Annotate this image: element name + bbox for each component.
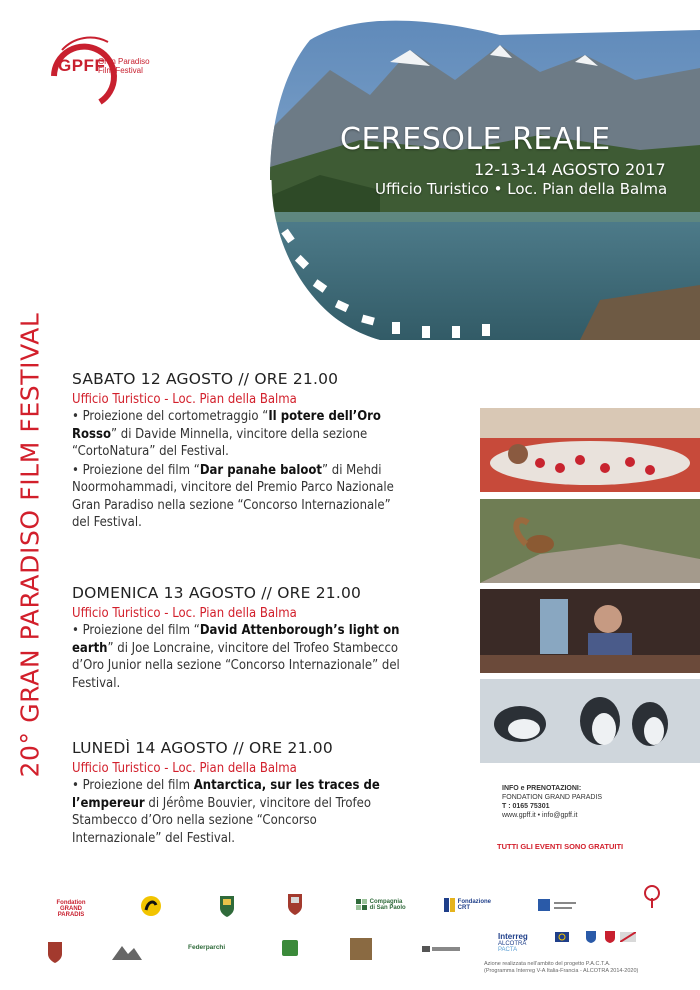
fondazione-crt-logo: Fondazione CRT: [444, 898, 491, 912]
tree-logo: [640, 884, 664, 912]
film-still-light: [480, 589, 700, 673]
region-flag-icon: [620, 932, 636, 944]
film-still-squirrel: [480, 499, 700, 583]
crest-logo: [604, 930, 616, 946]
info-phone: T : 0165 75301: [502, 803, 550, 810]
info-box: [502, 784, 692, 820]
hero-location: Ufficio Turistico • Loc. Pian della Balma: [375, 180, 668, 198]
event-location: Ufficio Turistico - Loc. Pian della Balma: [72, 606, 297, 621]
event-heading: SABATO 12 AGOSTO // ORE 21.00: [72, 370, 339, 388]
gpff-logo: [48, 36, 158, 116]
federparchi-logo: Federparchi: [188, 944, 226, 951]
event-block: [72, 370, 402, 532]
green-logo: [282, 940, 298, 958]
partner-logo: [422, 944, 462, 956]
event-location: Ufficio Turistico - Loc. Pian della Balma: [72, 761, 297, 776]
fondation-logo: Fondation GRAND PARADIS: [56, 900, 86, 918]
film-still-bathtub: [480, 408, 700, 492]
crest-logo: [286, 892, 304, 918]
event-item: • Proiezione del cortometraggio “Il potere dell’Oro Rosso” di Davide Minnella, vincitore della sezione “CortoNatura” del Festival.: [72, 409, 381, 459]
event-item: • Proiezione del film “David Attenborough’s light on earth” di Joe Loncraine, vincitore del Trofeo Stambecco d’Oro Junior nella sezione “Concorso Internazionale” del Festival.: [72, 623, 400, 691]
info-web: www.gpff.it • info@gpff.it: [502, 812, 578, 819]
info-org: FONDATION GRAND PARADIS: [502, 794, 603, 801]
film-reel-icon: [48, 36, 158, 116]
project-footnote: Azione realizzata nell’ambito del progetto P.A.C.T.A. (Programma Interreg V-A Italia-Francia - ALCOTRA 2014-2020): [484, 961, 639, 974]
hero-dates: 12-13-14 AGOSTO 2017: [474, 160, 666, 179]
event-item: • Proiezione del film “Dar panahe baloot” di Mehdi Noormohammadi, vincitore del Premio Parco Nazionale Gran Paradiso nella sezione “Concorso Internazionale” del Festival.: [72, 462, 394, 530]
crest-logo: [46, 940, 64, 966]
event-block: [72, 739, 402, 847]
event-heading: LUNEDÌ 14 AGOSTO // ORE 21.00: [72, 739, 333, 757]
region-logo: [538, 899, 578, 915]
logo-name: Gran Paradiso Film Festival: [98, 57, 150, 75]
mountain-logo: [112, 942, 142, 962]
event-block: [72, 584, 402, 692]
ibex-logo: [140, 895, 162, 919]
brown-logo: [350, 938, 372, 962]
event-location: Ufficio Turistico - Loc. Pian della Balma: [72, 392, 297, 407]
event-item: • Proiezione del film Antarctica, sur les traces de l’empereur di Jérôme Bouvier, vincitore del Trofeo Stambecco d’Oro nella sezione “Concorso Internazionale” del Festival.: [72, 778, 380, 846]
eu-flag-icon: [555, 932, 569, 944]
event-heading: DOMENICA 13 AGOSTO // ORE 21.00: [72, 584, 362, 602]
crest-logo: [218, 894, 236, 920]
compagnia-logo: Compagnia di San Paolo: [356, 899, 406, 911]
crest-logo: [585, 930, 597, 946]
film-still-penguins: [480, 679, 700, 763]
info-heading: INFO e PRENOTAZIONI:: [502, 785, 582, 792]
vertical-festival-title: 20° GRAN PARADISO FILM FESTIVAL: [15, 312, 45, 778]
logo-abbr: GPFF: [58, 56, 106, 75]
free-events-note: TUTTI GLI EVENTI SONO GRATUITI: [497, 842, 624, 851]
interreg-logo: Interreg ALCOTRA PACTA: [498, 932, 528, 953]
hero-title: CERESOLE REALE: [340, 122, 611, 157]
